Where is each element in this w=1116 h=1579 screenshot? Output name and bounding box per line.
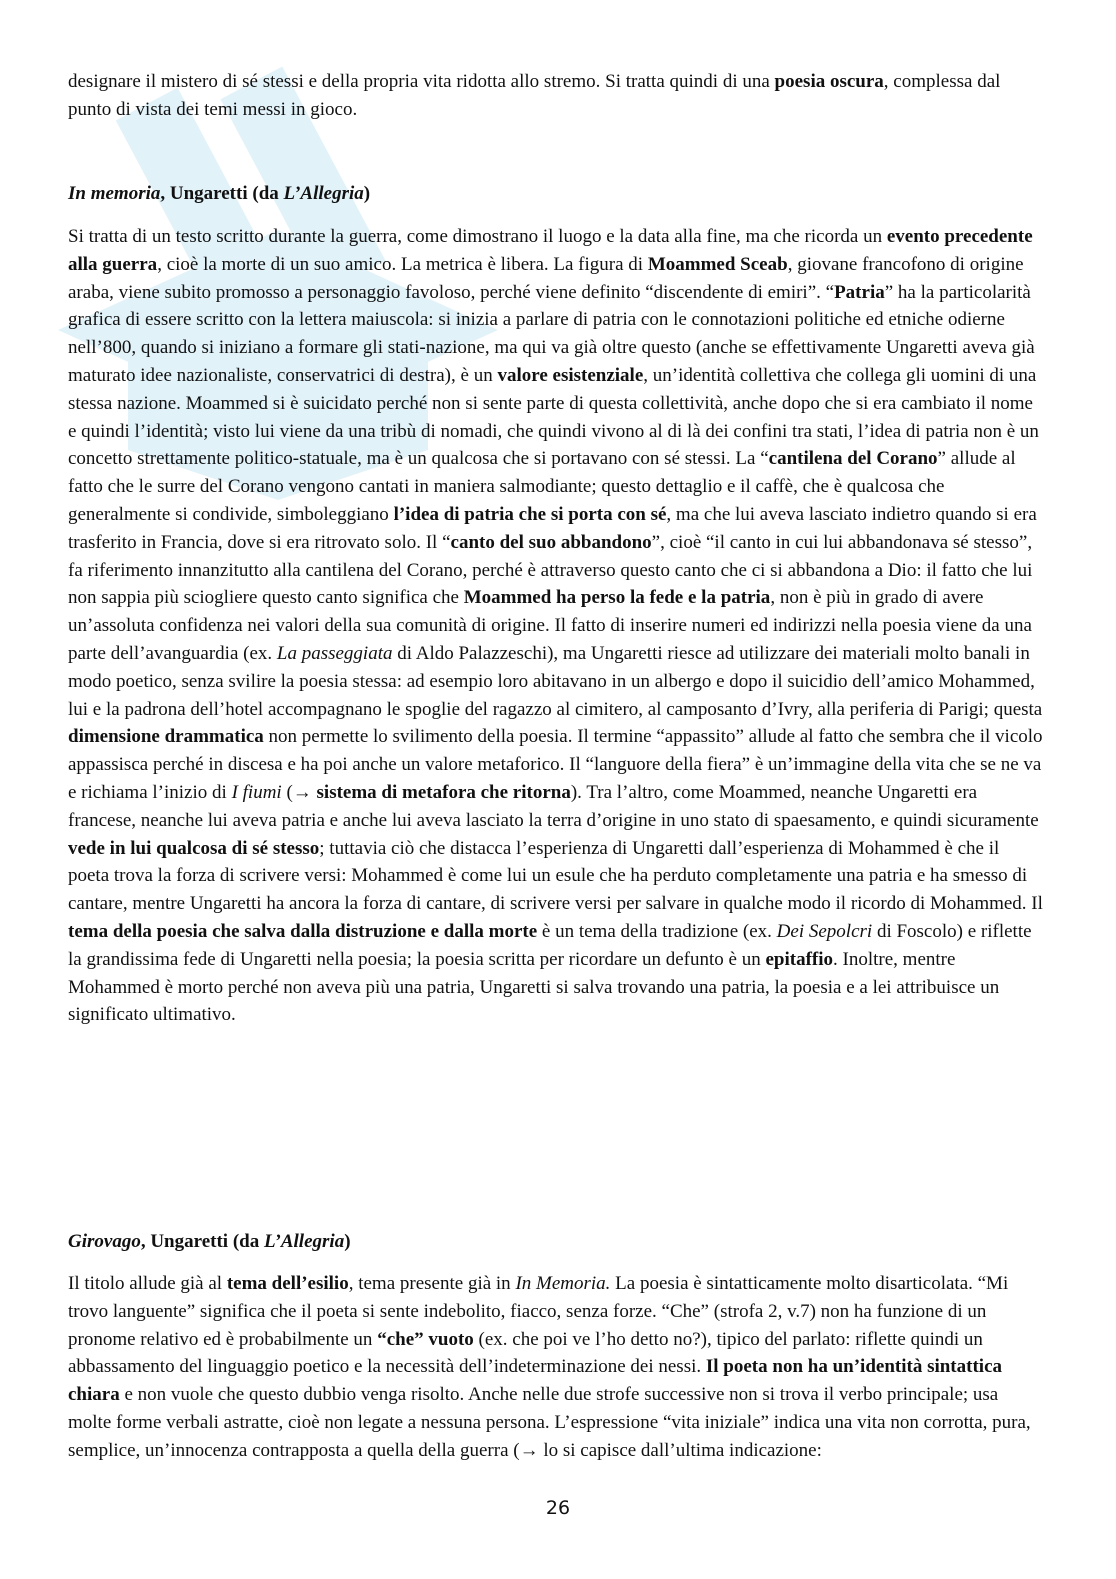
page-number: 26 [545, 1497, 571, 1519]
arrow-icon: → [292, 781, 312, 803]
in-memoria-paragraph: Si tratta di un testo scritto durante la guerra, come dimostrano il luogo e la data alla fine, ma che ricorda un evento precedente alla guerra, cioè la morte di un suo amico. La metrica è libera. La figura di Moammed Sceab, giovane francofono di origine araba, viene subito promosso a personaggio favoloso, perché viene definito “discendente di emiri”. “Patria” ha la particolarità grafica di essere scritto con la lettera maiuscola: si inizia a parlare di patria con le connotazioni politiche ed etniche odierne nell’800, quando si iniziano a formare gli stati-nazione, ma qui va già oltre questo (anche se effettivamente Ungaretti aveva già maturato idee nazionaliste, conservatrici di destra), è un valore esistenziale, un’identità collettiva che collega gli uomini di una stessa nazione. Moammed si è suicidato perché non si sente parte di questa collettività, anche dopo che si era cambiato il nome e quindi l’identità; visto lui viene da una tribù di nomadi, che quindi vivono al di là dei confini tra stati, l’idea di patria non è un concetto strettamente politico-statuale, ma è un qualcosa che si portavano con sé stessi. La “cantilena del Corano” allude al fatto che le surre del Corano vengono cantati in maniera salmodiante; questo dettaglio e il caffè, che è qualcosa che generalmente si condivide, simboleggiano l’idea di patria che si porta con sé, ma che lui aveva lasciato indietro quando si era trasferito in Francia, dove si era ritrovato solo. Il “canto del suo abbandono”, cioè “il canto in cui lui abbandonava sé stesso”, fa riferimento innanzitutto alla cantilena del Corano, perché è attraverso questo canto che ci si abbandona a Dio: il fatto che lui non sappia più sciogliere questo canto significa che Moammed ha perso la fede e la patria, non è più in grado di avere un’assoluta confidenza nei valori della sua comunità di origine. Il fatto di inserire numeri ed indirizzi nella poesia viene da una parte dell’avanguardia (ex. La passeggiata di Aldo Palazzeschi), ma Ungaretti riesce ad utilizzare dei materiali molto banali in modo poetico, senza svilire la poesia stessa: ad esempio loro abitavano in un albergo e dopo il suicidio dell’amico Mohammed, lui e la padrona dell’hotel accompagnano le spoglie del ragazzo al cimitero, al camposanto d’Ivry, alla periferia di Parigi; questa dimensione drammatica non permette lo svilimento della poesia. Il termine “appassito” allude al fatto che sembra che il vicolo appassisca perché in discesa e ha poi anche un valore metaforico. Il “languore della fiera” è un’immagine della vita che se ne va e richiama l’inizio di I fiumi (→ sistema di metafora che ritorna). Tra l’altro, come Moammed, neanche Ungaretti era francese, neanche lui aveva patria e anche lui aveva lasciato la terra d’origine in uno stato di spaesamento, e quindi sicuramente vede in lui qualcosa di sé stesso; tuttavia ciò che distacca l’esperienza di Ungaretti dall’esperienza di Mohammed è che il poeta trova la forza di scrivere versi: Mohammed è come lui un esule che ha perduto completamente una patria e ha smesso di cantare, mentre Ungaretti ha ancora la forza di cantare, di scrivere versi per salvare in qualche modo il ricordo di Mohammed. Il tema della poesia che salva dalla distruzione e dalla morte è un tema della tradizione (ex. Dei Sepolcri di Foscolo) e riflette la grandissima fede di Ungaretti nella poesia; la poesia scritta per ricordare un defunto è un epitaffio. Inoltre, mentre Mohammed è morto perché non aveva più una patria, Ungaretti si salva trovando una patria, la poesia e a lei attribuisce un significato ultimativo. [68, 226, 1043, 1026]
section-heading-in-memoria: In memoria, Ungaretti (da L’Allegria) [68, 183, 371, 204]
intro-paragraph: designare il mistero di sé stessi e della propria vita ridotta allo stremo. Si tratta quindi di una poesia oscura, complessa dal punto di vista dei temi messi in gioco. [68, 71, 1001, 120]
arrow-icon: → [519, 1439, 539, 1461]
section-heading-girovago: Girovago, Ungaretti (da L’Allegria) [68, 1231, 351, 1252]
girovago-paragraph: Il titolo allude già al tema dell’esilio, tema presente già in In Memoria. La poesia è sintatticamente molto disarticolata. “Mi trovo languente” significa che il poeta si sente indebolito, fiacco, senza forze. “Che” (strofa 2, v.7) non ha funzione di un pronome relativo ed è probabilmente un “che” vuoto (ex. che poi ve l’ho detto no?), tipico del parlato: riflette quindi un abbassamento del linguaggio poetico e la necessità dell’indeterminazione dei nessi. Il poeta non ha un’identità sintattica chiara e non vuole che questo dubbio venga risolto. Anche nelle due strofe successive non si trova il verbo principale; usa molte forme verbali astratte, cioè non legate a nessuna persona. L’espressione “vita iniziale” indica una vita non corrotta, pura, semplice, un’innocenza contrapposta a quella della guerra (→ lo si capisce dall’ultima indicazione: [68, 1273, 1031, 1461]
